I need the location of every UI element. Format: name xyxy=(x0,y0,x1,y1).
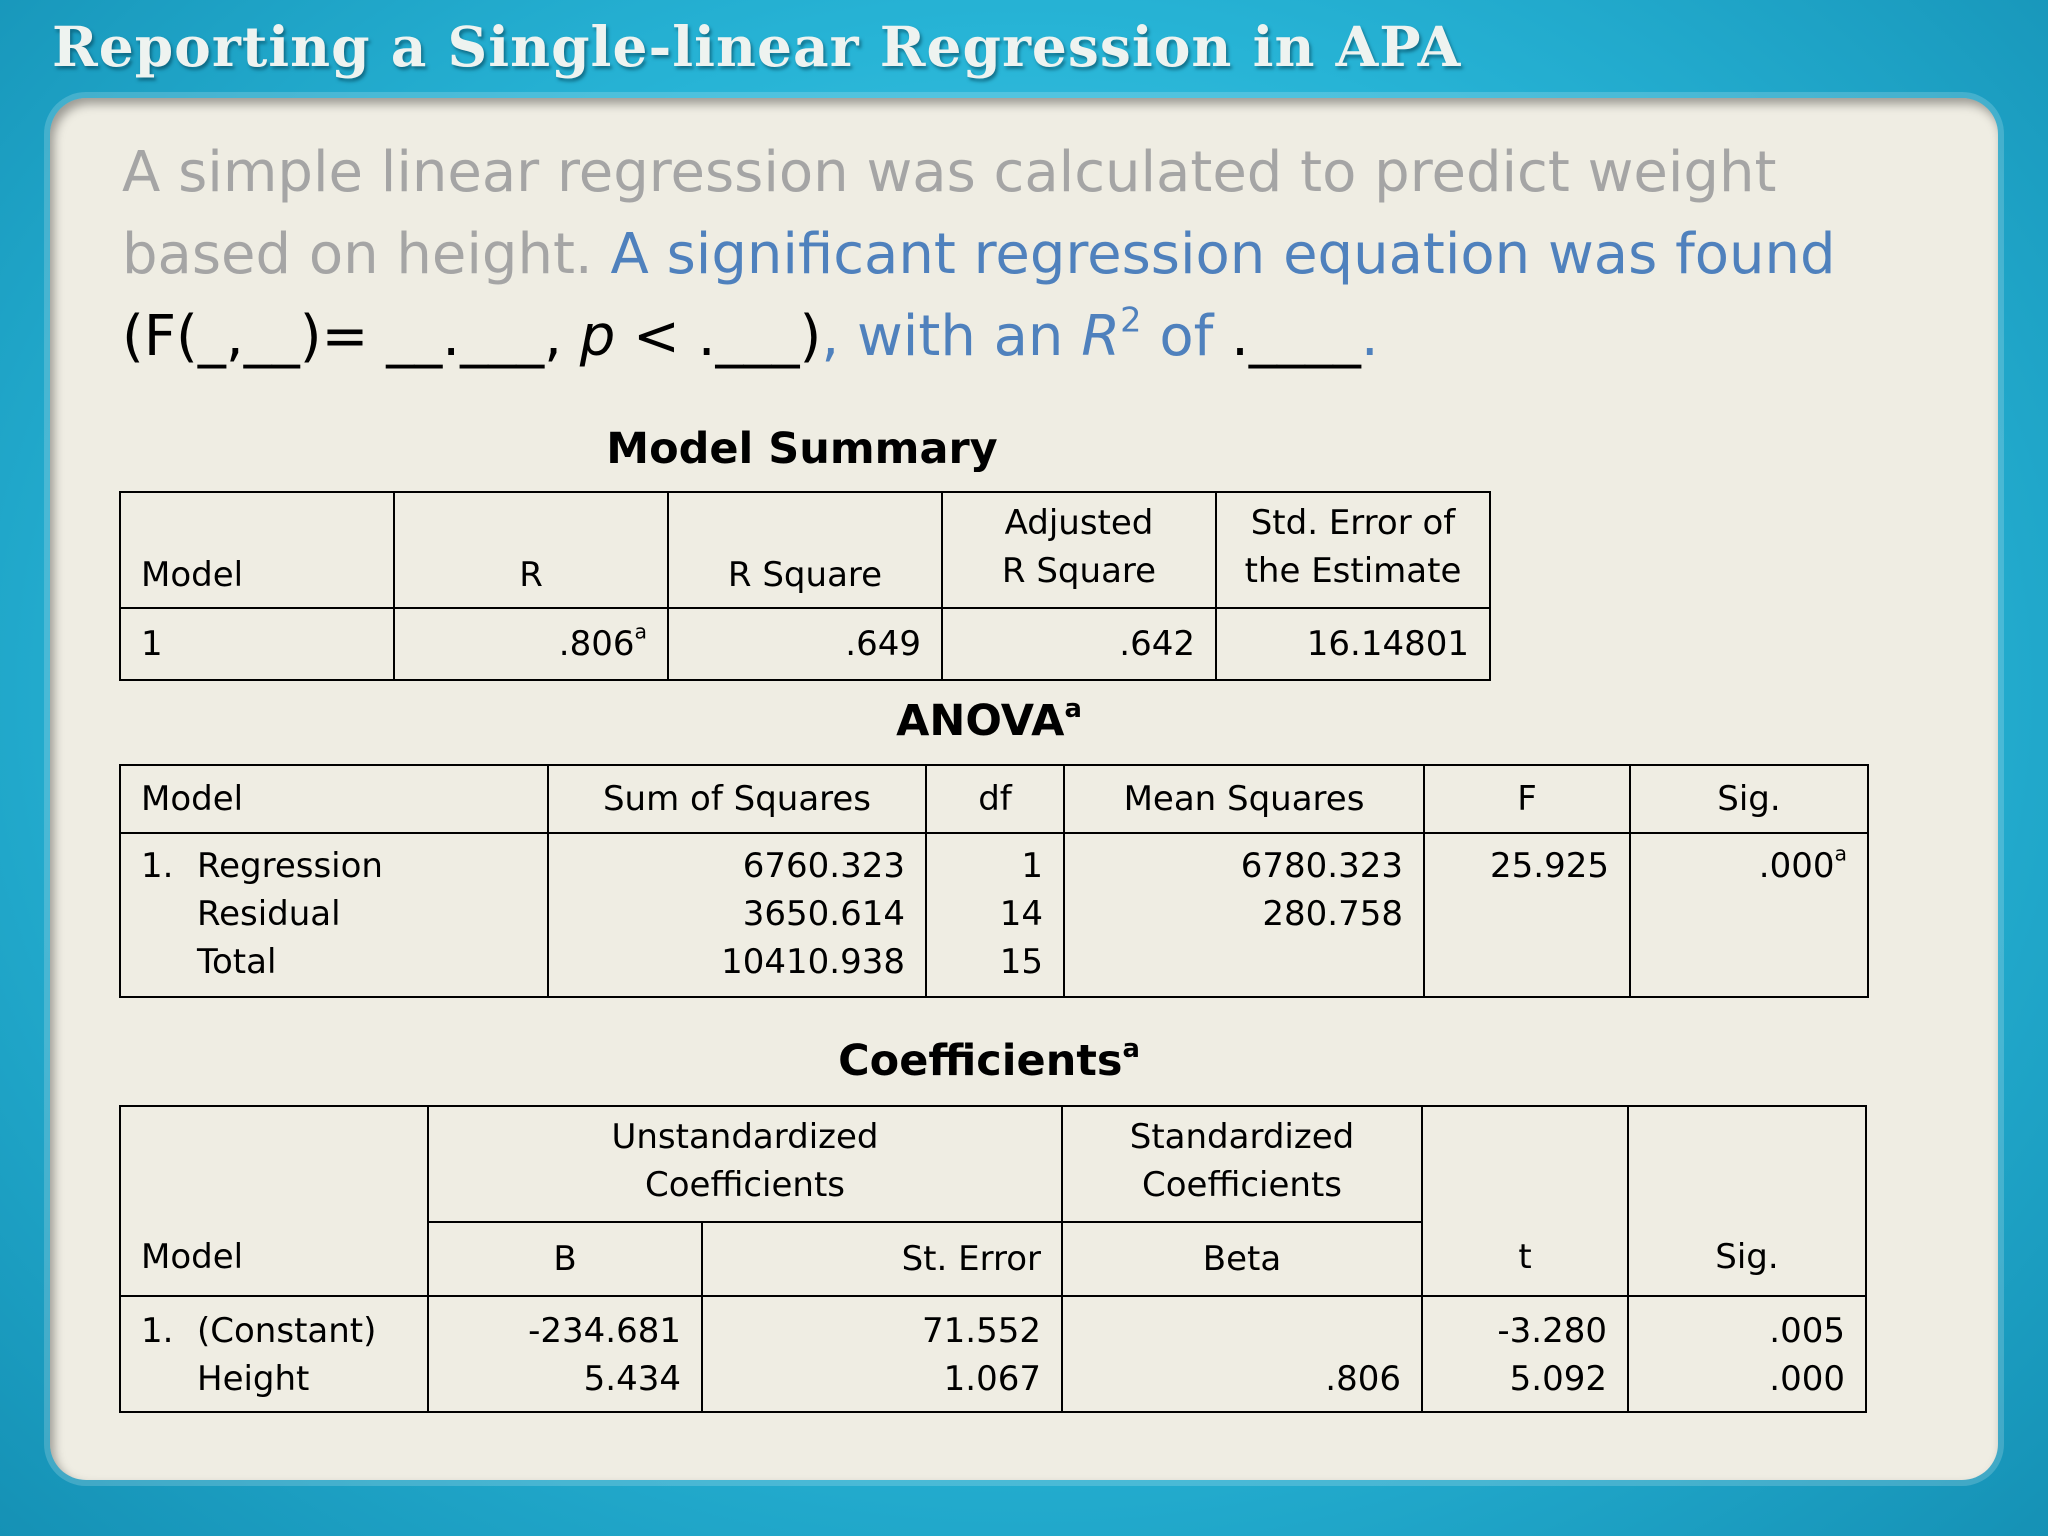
cell-sig xyxy=(1628,1296,1866,1412)
model-number: 1. xyxy=(141,1311,174,1351)
cell-r-square: .649 xyxy=(668,608,942,680)
table-row xyxy=(120,1296,1866,1412)
para-p-value: < .___) xyxy=(615,304,822,369)
row-label-constant xyxy=(141,1307,407,1355)
b-constant: -234.681 xyxy=(528,1311,681,1351)
anova-title-text: ANOVA xyxy=(896,696,1065,746)
para-blue-text-2: , with an xyxy=(821,304,1082,369)
t-height: 5.092 xyxy=(1509,1359,1607,1399)
header-unstandardized-line2: Coefficients xyxy=(645,1165,845,1205)
header-standardized-line2: Coefficients xyxy=(1142,1165,1342,1205)
header-std-error-line2: the Estimate xyxy=(1244,551,1462,591)
header-st-error: St. Error xyxy=(702,1222,1062,1296)
ms-residual: 280.758 xyxy=(1262,894,1403,934)
sig-constant: .005 xyxy=(1769,1311,1845,1351)
df-residual: 14 xyxy=(999,894,1043,934)
label-height: Height xyxy=(197,1359,310,1399)
label-residual: Residual xyxy=(197,894,341,934)
para-gray-text: A simple linear regression was calculated to predict weight based on height. xyxy=(122,140,1777,287)
se-height: 1.067 xyxy=(943,1359,1041,1399)
f-value: 25.925 xyxy=(1490,846,1609,886)
coefficients-title-footnote: a xyxy=(1122,1033,1140,1064)
label-regression: Regression xyxy=(197,846,383,886)
model-number: 1. xyxy=(141,846,174,886)
anova-title xyxy=(119,693,1859,746)
coefficients-table xyxy=(119,1105,1867,1413)
row-label-height xyxy=(141,1355,407,1403)
slide-title: Reporting a Single-linear Regression in APA xyxy=(52,14,1462,79)
model-summary-title: Model Summary xyxy=(606,424,998,474)
cell-beta xyxy=(1062,1296,1422,1412)
header-unstandardized-line1: Unstandardized xyxy=(611,1117,879,1157)
ss-total: 10410.938 xyxy=(721,942,905,982)
header-sig: Sig. xyxy=(1628,1106,1866,1296)
header-standardized-line1: Standardized xyxy=(1129,1117,1355,1157)
coefficients-title xyxy=(119,1033,1859,1086)
cell-t xyxy=(1422,1296,1628,1412)
header-beta: Beta xyxy=(1062,1222,1422,1296)
header-unstandardized xyxy=(428,1106,1062,1222)
header-adjusted-r-square xyxy=(942,492,1216,608)
header-sum-of-squares: Sum of Squares xyxy=(548,765,926,833)
header-df: df xyxy=(926,765,1064,833)
header-standardized xyxy=(1062,1106,1422,1222)
cell-mean-squares xyxy=(1064,833,1424,997)
anova-title-footnote: a xyxy=(1064,693,1082,724)
cell-adjusted-r-square: .642 xyxy=(942,608,1216,680)
header-model: Model xyxy=(120,765,548,833)
row-label-total xyxy=(141,938,527,986)
table-row xyxy=(120,833,1868,997)
header-std-error xyxy=(1216,492,1490,608)
header-sig: Sig. xyxy=(1630,765,1868,833)
para-r-symbol: R xyxy=(1081,304,1121,369)
anova-header-row xyxy=(120,765,1868,833)
b-height: 5.434 xyxy=(583,1359,681,1399)
cell-r-value: .806 xyxy=(558,624,635,664)
anova-table xyxy=(119,764,1869,998)
cell-b xyxy=(428,1296,702,1412)
sig-height: .000 xyxy=(1769,1359,1845,1399)
df-total: 15 xyxy=(999,942,1043,982)
beta-constant xyxy=(1083,1307,1401,1355)
row-label-regression xyxy=(141,842,527,890)
header-adjusted-line2: R Square xyxy=(1001,551,1157,591)
header-std-error-line1: Std. Error of xyxy=(1250,503,1456,543)
header-r: R xyxy=(394,492,668,608)
cell-model-labels xyxy=(120,833,548,997)
para-p-symbol: p xyxy=(579,304,616,369)
header-adjusted-line1: Adjusted xyxy=(1004,503,1154,543)
table-row xyxy=(120,608,1490,680)
coefficients-header-row-1 xyxy=(120,1106,1866,1222)
sig-footnote: a xyxy=(1834,841,1847,866)
cell-model: 1 xyxy=(120,608,394,680)
header-f: F xyxy=(1424,765,1630,833)
header-t: t xyxy=(1422,1106,1628,1296)
label-constant: (Constant) xyxy=(197,1311,377,1351)
row-label-residual xyxy=(141,890,527,938)
t-constant: -3.280 xyxy=(1497,1311,1607,1351)
header-model: Model xyxy=(120,492,394,608)
para-f-statistic: (F(_,__)= __.___, xyxy=(122,304,580,369)
cell-f xyxy=(1424,833,1630,997)
para-blue-text-1: A significant regression equation was found xyxy=(610,222,1836,287)
df-regression: 1 xyxy=(1021,846,1043,886)
header-r-square: R Square xyxy=(668,492,942,608)
model-summary-table xyxy=(119,491,1491,681)
coefficients-title-text: Coefficients xyxy=(838,1036,1123,1086)
cell-model-labels xyxy=(120,1296,428,1412)
ms-regression: 6780.323 xyxy=(1240,846,1403,886)
header-model: Model xyxy=(120,1106,428,1296)
beta-height: .806 xyxy=(1325,1359,1401,1399)
ss-regression: 6760.323 xyxy=(742,846,905,886)
cell-r-footnote: a xyxy=(634,619,647,644)
header-b: B xyxy=(428,1222,702,1296)
cell-std-error: 16.14801 xyxy=(1216,608,1490,680)
label-total: Total xyxy=(197,942,277,982)
cell-sum-of-squares xyxy=(548,833,926,997)
model-summary-header-row xyxy=(120,492,1490,608)
ss-residual: 3650.614 xyxy=(742,894,905,934)
cell-st-error xyxy=(702,1296,1062,1412)
cell-sig xyxy=(1630,833,1868,997)
apa-paragraph xyxy=(122,132,1942,378)
para-r2-value: .____ xyxy=(1213,304,1361,369)
para-blue-text-3: of xyxy=(1141,304,1214,369)
cell-r xyxy=(394,608,668,680)
cell-df xyxy=(926,833,1064,997)
header-mean-squares: Mean Squares xyxy=(1064,765,1424,833)
para-period: . xyxy=(1360,304,1379,369)
sig-value: .000 xyxy=(1758,846,1835,886)
se-constant: 71.552 xyxy=(922,1311,1041,1351)
para-r-superscript: 2 xyxy=(1120,300,1142,340)
sig-value-wrap xyxy=(1651,842,1847,890)
